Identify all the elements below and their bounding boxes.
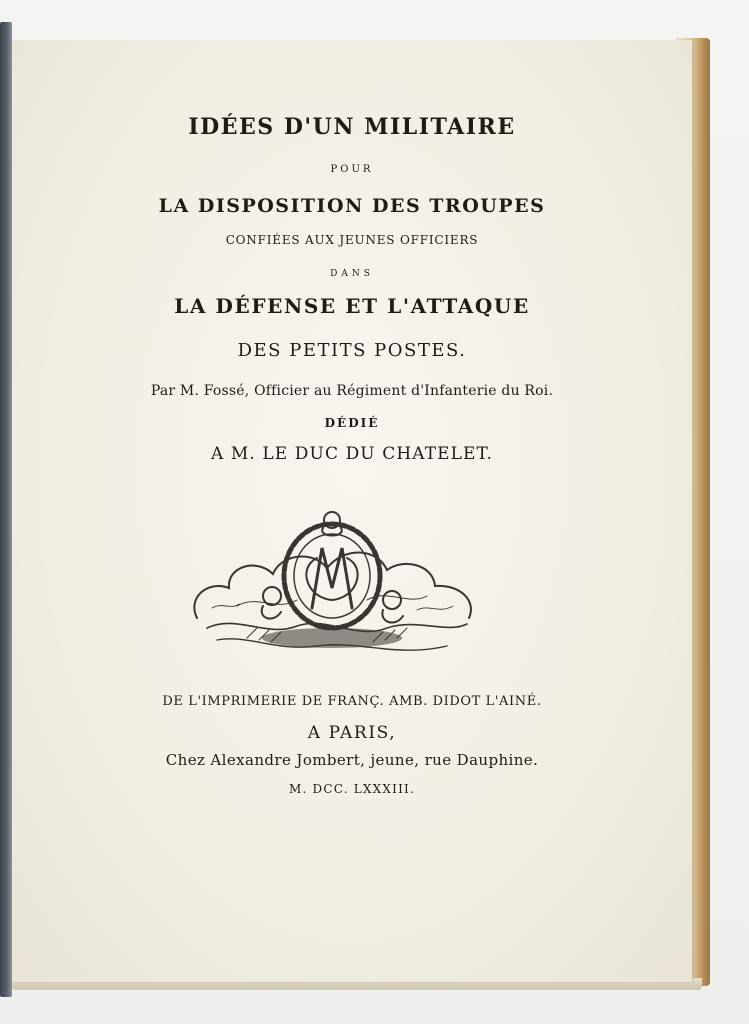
printer-line: DE L'IMPRIMERIE DE FRANÇ. AMB. DIDOT L'AINÉ.	[162, 694, 542, 709]
publication-year: M. DCC. LXXXIII.	[289, 782, 415, 796]
title-page	[12, 40, 692, 982]
publisher-line: Chez Alexandre Jombert, jeune, rue Dauphine.	[165, 751, 539, 769]
author-line: Par M. Fossé, Officier au Régiment d'Infanterie du Roi.	[150, 383, 554, 399]
title-postes: DES PETITS POSTES.	[237, 340, 467, 361]
title-confiees: CONFIÉES AUX JEUNES OFFICIERS	[225, 233, 479, 247]
book-title: IDÉES D'UN MILITAIRE	[188, 114, 516, 140]
dedication-label: DÉDIÉ	[324, 416, 380, 430]
title-defense: LA DÉFENSE ET L'ATTAQUE	[174, 294, 530, 318]
book-spine	[0, 22, 12, 997]
title-subject: LA DISPOSITION DES TROUPES	[158, 195, 546, 217]
engraved-monogram-vignette-icon	[177, 488, 487, 668]
title-pour: POUR	[330, 164, 374, 175]
title-dans: DANS	[330, 269, 374, 279]
imprint-city: A PARIS,	[307, 723, 397, 743]
dedicatee: A M. LE DUC DU CHATELET.	[211, 444, 493, 464]
